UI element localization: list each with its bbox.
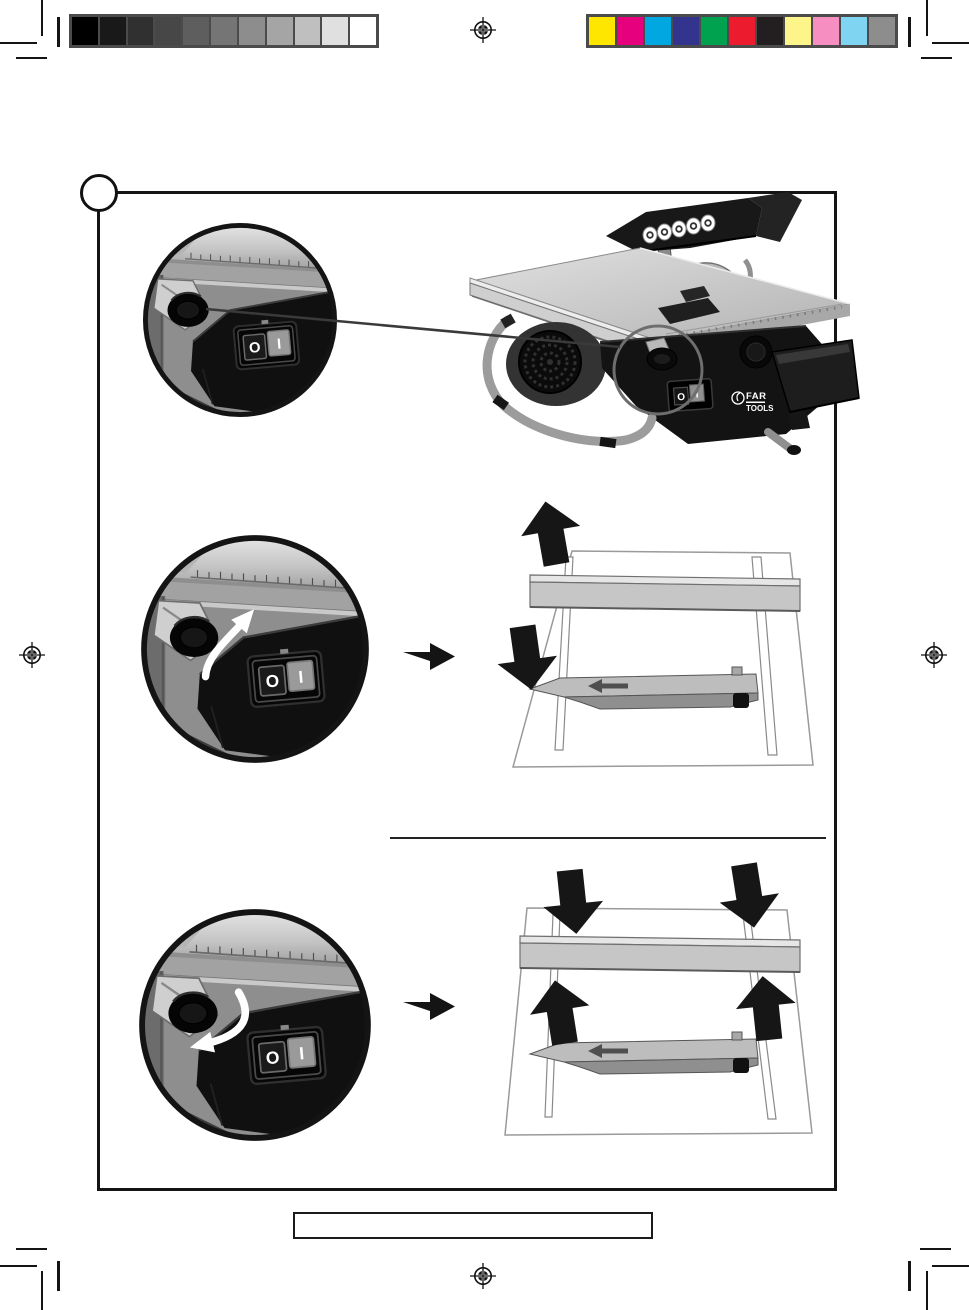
crop-mark — [908, 17, 911, 47]
calibration-swatch — [785, 17, 811, 45]
calibration-swatch — [645, 17, 671, 45]
calibration-swatch — [295, 17, 321, 45]
calibration-swatch — [869, 17, 895, 45]
registration-mark-icon — [469, 1262, 497, 1290]
height-knob — [740, 336, 772, 368]
calibration-swatch — [757, 17, 783, 45]
diagram-remove-fence — [490, 495, 830, 785]
crop-mark — [57, 17, 60, 47]
diagram-install-fence — [490, 858, 830, 1148]
inset-photo-lock-arrow — [138, 908, 372, 1142]
crop-mark — [921, 57, 952, 59]
calibration-swatch — [841, 17, 867, 45]
section-divider — [390, 837, 826, 839]
proceed-arrow-icon — [403, 993, 455, 1021]
calibration-swatch — [72, 17, 98, 45]
machine-photo — [450, 192, 860, 460]
crop-mark — [0, 42, 37, 44]
calibration-swatch — [350, 17, 376, 45]
brand-line1: FAR — [746, 391, 767, 402]
step-number-circle — [80, 174, 118, 212]
crop-mark — [932, 42, 969, 44]
registration-mark-icon — [18, 641, 46, 669]
registration-mark-icon — [920, 641, 948, 669]
switch-on-label: I — [695, 389, 699, 401]
crop-mark — [0, 1265, 37, 1267]
crop-mark — [926, 0, 928, 36]
crop-mark — [16, 57, 47, 59]
calibration-swatch — [617, 17, 643, 45]
crop-mark — [926, 1271, 928, 1310]
vent-grille — [519, 331, 581, 393]
calibration-swatch — [267, 17, 293, 45]
calibration-swatch — [589, 17, 615, 45]
inset-photo-unlock-arrow — [140, 534, 370, 764]
calibration-swatch — [211, 17, 237, 45]
crop-mark — [908, 1261, 911, 1291]
calibration-swatch — [322, 17, 348, 45]
footer-label-box — [293, 1212, 653, 1239]
calibration-swatch — [128, 17, 154, 45]
calibration-swatch — [701, 17, 727, 45]
crop-mark — [16, 1248, 47, 1250]
calibration-swatch — [813, 17, 839, 45]
proceed-arrow-icon — [403, 643, 455, 671]
crop-mark — [920, 1248, 951, 1250]
calibration-swatch — [155, 17, 181, 45]
calibration-swatch — [183, 17, 209, 45]
power-switch — [667, 378, 713, 411]
calibration-swatch — [673, 17, 699, 45]
grayscale-calibration-strip — [69, 14, 379, 48]
calibration-swatch — [100, 17, 126, 45]
inset-photo-onoff-switch — [142, 222, 338, 418]
registration-mark-icon — [469, 16, 497, 44]
crop-mark — [41, 0, 43, 36]
crop-mark — [932, 1265, 969, 1267]
color-calibration-strip — [586, 14, 898, 48]
calibration-swatch — [239, 17, 265, 45]
crop-mark — [41, 1271, 43, 1310]
brand-line2: TOOLS — [746, 404, 774, 413]
calibration-swatch — [729, 17, 755, 45]
switch-off-label: O — [676, 391, 686, 404]
crop-mark — [57, 1261, 60, 1291]
